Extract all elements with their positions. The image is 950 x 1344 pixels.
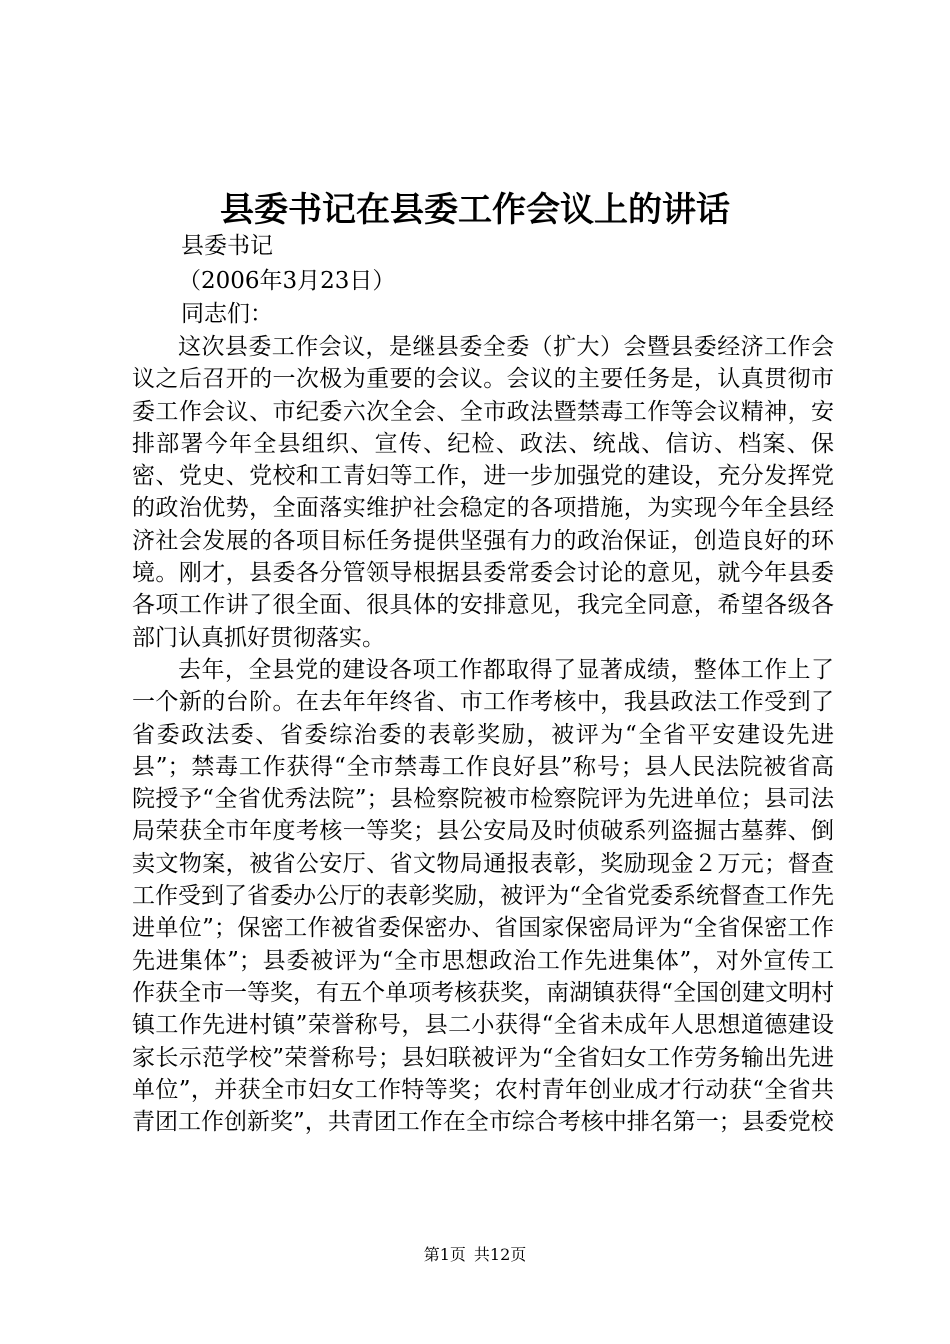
document-title: 县委书记在县委工作会议上的讲话	[220, 190, 730, 230]
document-body	[132, 331, 834, 1138]
page-total: 共12页	[473, 1245, 527, 1264]
date-line: （2006年3月23日）	[178, 268, 396, 294]
author-line: 县委书记	[181, 233, 273, 259]
page-number: 第1页	[423, 1245, 466, 1264]
paragraph: 这次县委工作会议，是继县委全委（扩大）会暨县委经济工作会议之后召开的一次极为重要的会议。会议的主要任务是，认真贯彻市委工作会议、市纪委六次全会、全市政法暨禁毒工作等会议精神，安排部署今年全县组织、宣传、纪检、政法、统战、信访、档案、保密、党史、党校和工青妇等工作，进一步加强党的建设，充分发挥党的政治优势，全面落实维护社会稳定的各项措施，为实现今年全县经济社会发展的各项目标任务提供坚强有力的政治保证，创造良好的环境。刚才，县委各分管领导根据县委常委会讨论的意见，就今年县委各项工作讲了很全面、很具体的安排意见，我完全同意，希望各级各部门认真抓好贯彻落实。	[132, 334, 834, 651]
page-footer	[0, 1243, 950, 1267]
paragraph: 去年，全县党的建设各项工作都取得了显著成绩，整体工作上了一个新的台阶。在去年年终省、市工作考核中，我县政法工作受到了省委政法委、省委综治委的表彰奖励，被评为“全省平安建设先进县”；禁毒工作获得“全市禁毒工作良好县”称号；县人民法院被省高院授予“全省优秀法院”；县检察院被市检察院评为先进单位；县司法局荣获全市年度考核一等奖；县公安局及时侦破系列盗掘古墓葬、倒卖文物案，被省公安厅、省文物局通报表彰，奖励现金２万元；督查工作受到了省委办公厅的表彰奖励，被评为“全省党委系统督查工作先进单位”；保密工作被省委保密办、省国家保密局评为“全省保密工作先进集体”；县委被评为“全市思想政治工作先进集体”，对外宣传工作获全市一等奖，有五个单项考核获奖，南湖镇获得“全国创建文明村镇工作先进村镇”荣誉称号，县二小获得“全省未成年人思想道德建设家长示范学校”荣誉称号；县妇联被评为“全省妇女工作劳务输出先进单位”，并获全市妇女工作特等奖；农村青年创业成才行动获“全省共青团工作创新奖”，共青团工作在全市综合考核中排名第一；县委党校	[132, 656, 834, 1136]
salutation: 同志们：	[181, 301, 273, 327]
